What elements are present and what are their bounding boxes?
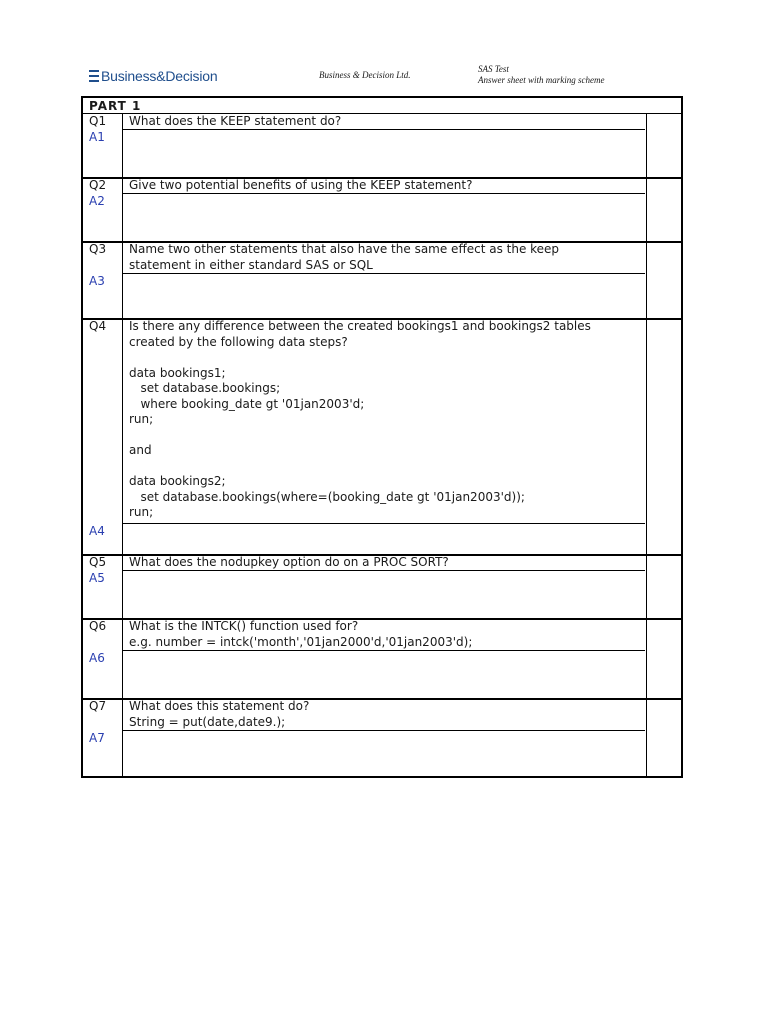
answer-number: A3 (89, 274, 105, 288)
logo-bars-icon (89, 70, 99, 82)
answer-sheet-table (81, 96, 683, 778)
question-text: What does the KEEP statement do? (129, 114, 342, 128)
question-number: Q4 (89, 319, 107, 333)
row-line (123, 730, 645, 731)
question-number: Q5 (89, 555, 107, 569)
col-divider-left (122, 113, 123, 776)
question-text: What does this statement do? String = put(date,date9.); (129, 699, 310, 729)
question-text: What does the nodupkey option do on a PROC SORT? (129, 555, 449, 569)
col-divider-right (646, 113, 647, 776)
row-line (123, 273, 645, 274)
part-title: PART 1 (89, 99, 142, 113)
question-number: Q7 (89, 699, 107, 713)
answer-number: A7 (89, 731, 105, 745)
answer-number: A2 (89, 194, 105, 208)
question-text: Give two potential benefits of using the KEEP statement? (129, 178, 473, 192)
question-number: Q2 (89, 178, 107, 192)
header-test-info (478, 64, 604, 86)
question-number: Q6 (89, 619, 107, 633)
logo-text: Business&Decision (101, 68, 218, 84)
question-text: Is there any difference between the created bookings1 and bookings2 tables created by the following data steps? data bookings1; set database.bookings; where booking_date gt '01jan2003'd; run; and data bookings2; set database.bookings(where=(booking_date gt '01jan2003'd)); run; (129, 319, 591, 519)
row-line (123, 523, 645, 524)
question-number: Q1 (89, 114, 107, 128)
row-line (123, 650, 645, 651)
answer-number: A6 (89, 651, 105, 665)
company-logo (89, 66, 217, 86)
answer-number: A4 (89, 524, 105, 538)
question-number: Q3 (89, 242, 107, 256)
answer-number: A1 (89, 130, 105, 144)
question-text: Name two other statements that also have the same effect as the keep statement in either standard SAS or SQL (129, 242, 560, 272)
header-company: Business & Decision Ltd. (319, 70, 411, 80)
answer-number: A5 (89, 571, 105, 585)
question-text: What is the INTCK() function used for? e.g. number = intck('month','01jan2000'd,'01jan2003'd); (129, 619, 473, 649)
test-title: SAS Test (478, 64, 509, 74)
test-subtitle: Answer sheet with marking scheme (478, 75, 605, 85)
